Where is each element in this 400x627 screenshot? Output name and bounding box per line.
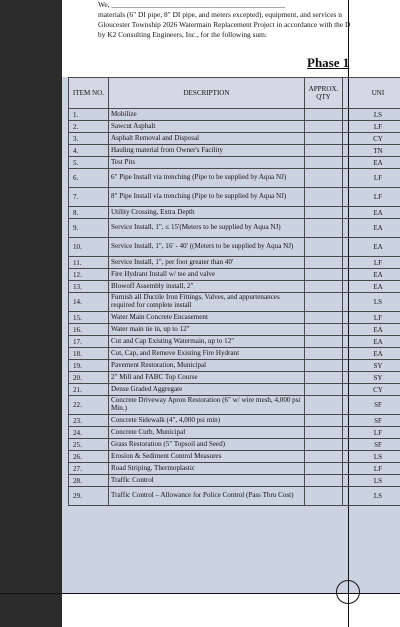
item-description: Concrete Sidewalk (4", 4,000 psi min) bbox=[109, 415, 305, 427]
table-row bbox=[69, 415, 400, 427]
item-description: Test Pits bbox=[109, 157, 305, 169]
item-description: Dense Graded Aggregate bbox=[109, 384, 305, 396]
item-description: Water Main Concrete Encasement bbox=[109, 312, 305, 324]
table-row bbox=[69, 145, 400, 157]
item-qty bbox=[305, 269, 343, 281]
item-unit: SF bbox=[343, 415, 400, 427]
item-unit: EA bbox=[343, 157, 400, 169]
item-unit: LF bbox=[343, 169, 400, 188]
item-number: 20. bbox=[69, 372, 109, 384]
item-description: Utility Crossing, Extra Depth bbox=[109, 207, 305, 219]
table-row bbox=[69, 157, 400, 169]
item-unit: EA bbox=[343, 336, 400, 348]
table-row bbox=[69, 188, 400, 207]
item-description: Grass Restoration (5" Topsoil and Seed) bbox=[109, 439, 305, 451]
item-description: 2" Mill and FABC Top Course bbox=[109, 372, 305, 384]
item-unit: LF bbox=[343, 188, 400, 207]
item-unit: EA bbox=[343, 238, 400, 257]
item-qty bbox=[305, 396, 343, 415]
item-number: 19. bbox=[69, 360, 109, 372]
bid-items-table bbox=[68, 77, 400, 506]
item-number: 12. bbox=[69, 269, 109, 281]
table-row bbox=[69, 487, 400, 506]
table-body bbox=[69, 109, 400, 506]
item-description: Road Striping, Thermoplastic bbox=[109, 463, 305, 475]
item-qty bbox=[305, 281, 343, 293]
item-qty bbox=[305, 384, 343, 396]
item-qty bbox=[305, 188, 343, 207]
item-qty bbox=[305, 415, 343, 427]
item-number: 17. bbox=[69, 336, 109, 348]
item-number: 2. bbox=[69, 121, 109, 133]
item-qty bbox=[305, 360, 343, 372]
item-qty bbox=[305, 133, 343, 145]
table-row bbox=[69, 207, 400, 219]
item-unit: EA bbox=[343, 269, 400, 281]
item-qty bbox=[305, 372, 343, 384]
item-unit: EA bbox=[343, 348, 400, 360]
item-number: 21. bbox=[69, 384, 109, 396]
left-dark-margin bbox=[0, 0, 62, 627]
item-description: Pavement Restoration, Municipal bbox=[109, 360, 305, 372]
item-qty bbox=[305, 487, 343, 506]
item-description: Concrete Driveway Apron Restoration (6" w/ wire mesh, 4,000 psi Min.) bbox=[109, 396, 305, 415]
intro-line-4: by K2 Consulting Engineers, Inc., for the following sum: bbox=[98, 30, 267, 39]
item-number: 6. bbox=[69, 169, 109, 188]
item-qty bbox=[305, 336, 343, 348]
item-unit: LF bbox=[343, 312, 400, 324]
item-unit: SY bbox=[343, 360, 400, 372]
table-row bbox=[69, 439, 400, 451]
intro-line-2: materials (6" DI pipe, 8" DI pipe, and meters excepted), equipment, and services n bbox=[98, 10, 342, 19]
item-qty bbox=[305, 312, 343, 324]
item-number: 8. bbox=[69, 207, 109, 219]
item-qty bbox=[305, 463, 343, 475]
item-unit: LF bbox=[343, 427, 400, 439]
item-number: 10. bbox=[69, 238, 109, 257]
item-qty bbox=[305, 348, 343, 360]
item-number: 24. bbox=[69, 427, 109, 439]
item-qty bbox=[305, 257, 343, 269]
item-number: 27. bbox=[69, 463, 109, 475]
table-row bbox=[69, 121, 400, 133]
item-unit: SF bbox=[343, 439, 400, 451]
phase-title: Phase 1 bbox=[307, 55, 350, 70]
item-qty bbox=[305, 121, 343, 133]
item-unit: SF bbox=[343, 396, 400, 415]
item-unit: LF bbox=[343, 463, 400, 475]
table-row bbox=[69, 384, 400, 396]
intro-line-3: Gloucester Township 2026 Watermain Replacement Project in accordance with the D bbox=[98, 20, 351, 29]
item-description: Mobilize bbox=[109, 109, 305, 121]
table-header-row bbox=[69, 78, 400, 109]
table-row bbox=[69, 324, 400, 336]
table-row bbox=[69, 269, 400, 281]
item-description: Service Install, 1", per foot greater than 40' bbox=[109, 257, 305, 269]
table-row bbox=[69, 348, 400, 360]
selected-table-area[interactable] bbox=[62, 77, 400, 593]
table-row bbox=[69, 293, 400, 312]
table-row bbox=[69, 463, 400, 475]
table-row bbox=[69, 451, 400, 463]
item-description: Cut and Cap Existing Watermain, up to 12" bbox=[109, 336, 305, 348]
item-number: 15. bbox=[69, 312, 109, 324]
table-row bbox=[69, 312, 400, 324]
item-description: Hauling material from Owner's Facility bbox=[109, 145, 305, 157]
item-description: Service Install, 1", ≤ 15'(Meters to be supplied by Aqua NJ) bbox=[109, 219, 305, 238]
item-unit: CY bbox=[343, 133, 400, 145]
table-row bbox=[69, 336, 400, 348]
intro-line-1: We, _______________________________________________ bbox=[98, 0, 286, 9]
item-number: 9. bbox=[69, 219, 109, 238]
item-unit: LS bbox=[343, 475, 400, 487]
table-row bbox=[69, 281, 400, 293]
item-number: 1. bbox=[69, 109, 109, 121]
item-description: Traffic Control – Allowance for Police Control (Pass Thru Cost) bbox=[109, 487, 305, 506]
header-unit: UNI bbox=[343, 78, 400, 109]
item-number: 13. bbox=[69, 281, 109, 293]
item-description: 6" Pipe Install via trenching (Pipe to be supplied by Aqua NJ) bbox=[109, 169, 305, 188]
item-qty bbox=[305, 439, 343, 451]
item-number: 28. bbox=[69, 475, 109, 487]
item-qty bbox=[305, 293, 343, 312]
item-qty bbox=[305, 219, 343, 238]
header-approx-qty: APPROX. QTY bbox=[305, 78, 343, 109]
item-unit: LF bbox=[343, 121, 400, 133]
item-number: 23. bbox=[69, 415, 109, 427]
intro-text bbox=[98, 0, 398, 40]
table-row bbox=[69, 133, 400, 145]
item-description: Asphalt Removal and Disposal bbox=[109, 133, 305, 145]
header-description: DESCRIPTION bbox=[109, 78, 305, 109]
item-qty bbox=[305, 475, 343, 487]
item-unit: LS bbox=[343, 293, 400, 312]
item-description: Water main tie in, up to 12" bbox=[109, 324, 305, 336]
item-unit: LF bbox=[343, 257, 400, 269]
crosshair-vertical-line bbox=[348, 0, 349, 627]
item-qty bbox=[305, 324, 343, 336]
item-number: 4. bbox=[69, 145, 109, 157]
item-description: Erosion & Sediment Control Measures bbox=[109, 451, 305, 463]
item-qty bbox=[305, 145, 343, 157]
item-unit: EA bbox=[343, 324, 400, 336]
table-row bbox=[69, 257, 400, 269]
table-row bbox=[69, 169, 400, 188]
table-row bbox=[69, 109, 400, 121]
item-number: 22. bbox=[69, 396, 109, 415]
item-description: Service Install, 1", 16' - 40' ((Meters to be supplied by Aqua NJ) bbox=[109, 238, 305, 257]
crosshair-cursor-icon bbox=[336, 580, 360, 604]
item-number: 29. bbox=[69, 487, 109, 506]
table-row bbox=[69, 396, 400, 415]
item-unit: TN bbox=[343, 145, 400, 157]
item-description: Furnish all Ductile Iron Fittings, Valves, and appurtenances required for complete install bbox=[109, 293, 305, 312]
item-number: 26. bbox=[69, 451, 109, 463]
item-unit: CY bbox=[343, 384, 400, 396]
item-number: 16. bbox=[69, 324, 109, 336]
item-qty bbox=[305, 207, 343, 219]
item-description: Fire Hydrant Install w/ tee and valve bbox=[109, 269, 305, 281]
item-description: Traffic Control bbox=[109, 475, 305, 487]
item-unit: EA bbox=[343, 219, 400, 238]
item-qty bbox=[305, 427, 343, 439]
item-number: 14. bbox=[69, 293, 109, 312]
item-qty bbox=[305, 109, 343, 121]
item-unit: SY bbox=[343, 372, 400, 384]
document-page bbox=[62, 0, 400, 627]
item-unit: LS bbox=[343, 109, 400, 121]
header-item-no: ITEM NO. bbox=[69, 78, 109, 109]
table-row bbox=[69, 475, 400, 487]
item-unit: EA bbox=[343, 207, 400, 219]
item-qty bbox=[305, 451, 343, 463]
item-number: 7. bbox=[69, 188, 109, 207]
table-row bbox=[69, 238, 400, 257]
table-row bbox=[69, 372, 400, 384]
item-description: Concrete Curb, Municipal bbox=[109, 427, 305, 439]
table-row bbox=[69, 360, 400, 372]
item-unit: EA bbox=[343, 281, 400, 293]
item-number: 25. bbox=[69, 439, 109, 451]
item-number: 3. bbox=[69, 133, 109, 145]
item-unit: LS bbox=[343, 451, 400, 463]
item-number: 11. bbox=[69, 257, 109, 269]
item-qty bbox=[305, 157, 343, 169]
table-row bbox=[69, 219, 400, 238]
item-description: Sawcut Asphalt bbox=[109, 121, 305, 133]
item-qty bbox=[305, 169, 343, 188]
item-description: Cut, Cap, and Remove Existing Fire Hydrant bbox=[109, 348, 305, 360]
item-description: 8" Pipe Install via trenching (Pipe to be supplied by Aqua NJ) bbox=[109, 188, 305, 207]
item-unit: LS bbox=[343, 487, 400, 506]
item-qty bbox=[305, 238, 343, 257]
item-description: Blowoff Assembly install, 2" bbox=[109, 281, 305, 293]
item-number: 18. bbox=[69, 348, 109, 360]
item-number: 5. bbox=[69, 157, 109, 169]
table-row bbox=[69, 427, 400, 439]
